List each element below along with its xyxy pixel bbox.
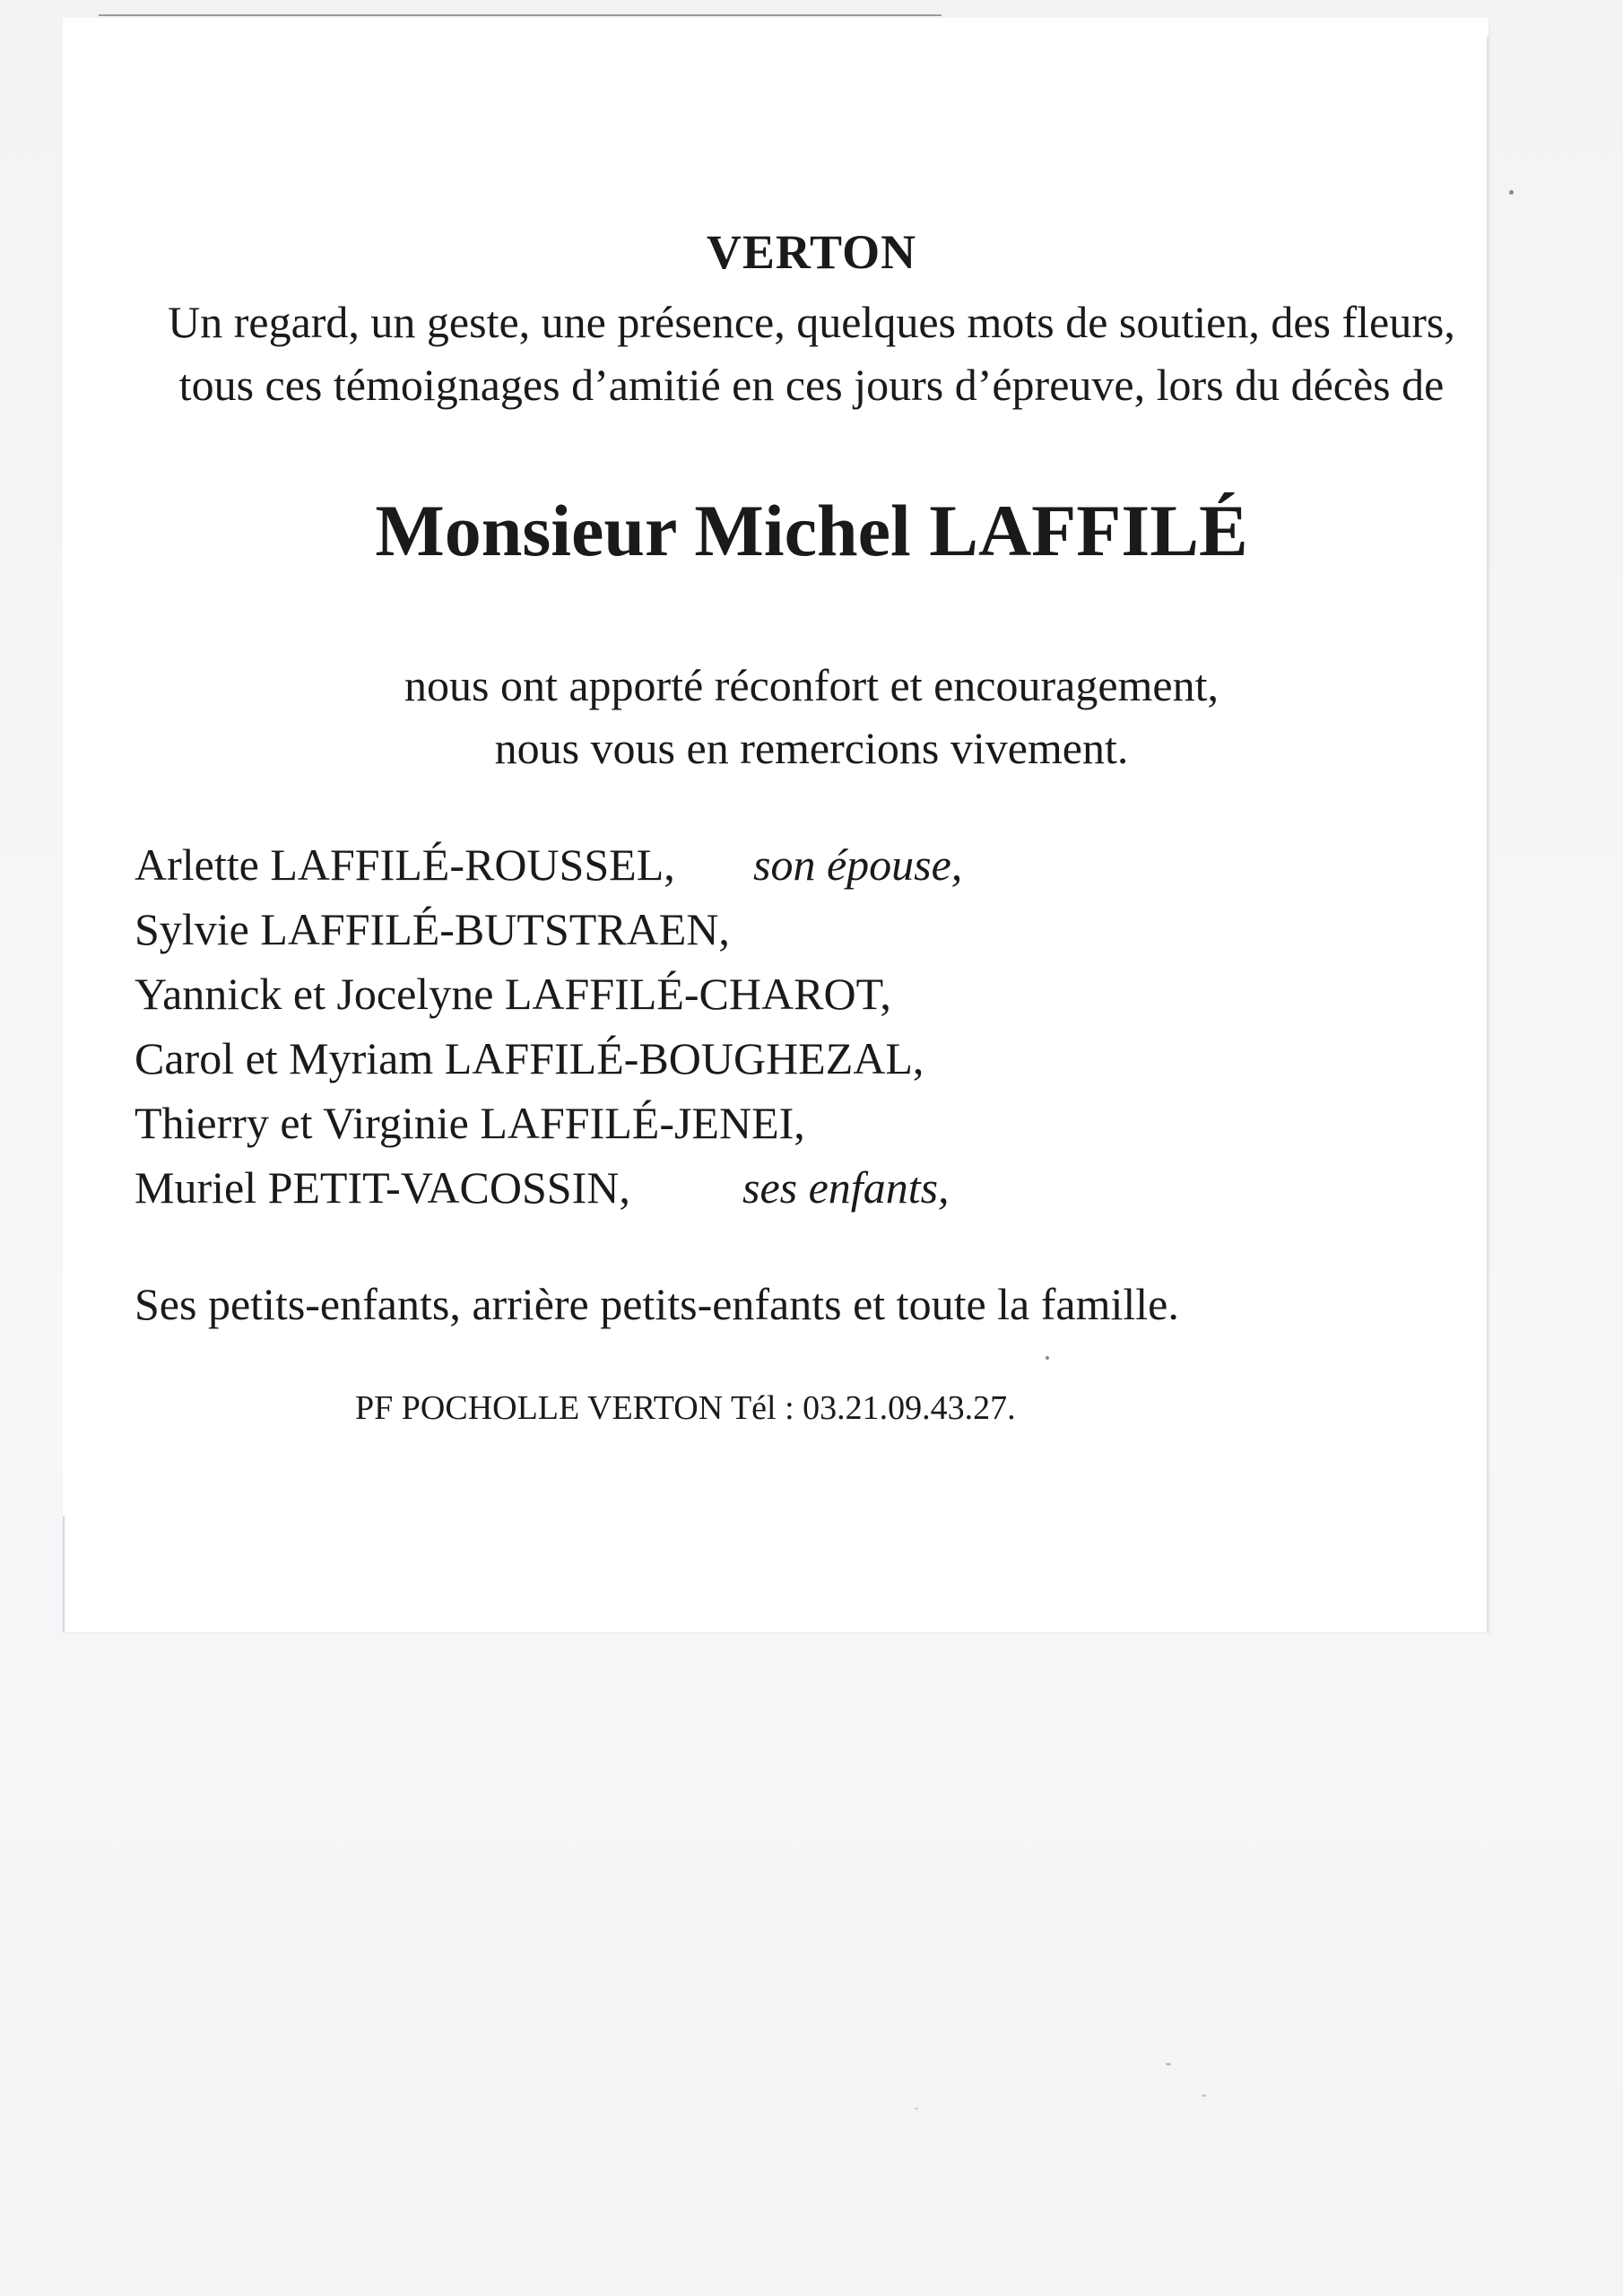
family-member-name: Thierry et Virginie LAFFILÉ-JENEI, (135, 1098, 805, 1148)
intro-line-1: Un regard, un geste, une présence, quelques mots de soutien, des fleurs, (168, 297, 1455, 347)
family-row (135, 968, 924, 1032)
family-member-name: Carol et Myriam LAFFILÉ-BOUGHEZAL, (135, 1033, 924, 1083)
intro-line-2: tous ces témoignages d’amitié en ces jours d’épreuve, lors du décès de (178, 360, 1445, 410)
family-row (135, 1161, 950, 1226)
family-list (135, 839, 963, 1226)
town-heading: VERTON (706, 225, 917, 279)
closing-line: Ses petits-enfants, arrière petits-enfants et toute la famille. (135, 1279, 1179, 1329)
family-row (135, 839, 963, 903)
deceased-name: Monsieur Michel LAFFILÉ (375, 490, 1248, 571)
scan-speck (1509, 190, 1514, 195)
family-member-role: son épouse, (753, 839, 963, 890)
scan-top-rule (99, 14, 942, 16)
family-row (135, 903, 924, 968)
family-member-name: Sylvie LAFFILÉ-BUTSTRAEN, (135, 904, 730, 954)
family-member-name: Muriel PETIT-VACOSSIN, (135, 1162, 630, 1213)
thanks-line-1: nous ont apporté réconfort et encouragement, (404, 660, 1219, 710)
scan-speck (1166, 2063, 1171, 2066)
family-member-role: ses enfants, (742, 1162, 950, 1213)
sheet-left-edge (63, 1516, 65, 1632)
family-row (135, 1097, 924, 1161)
scan-speck (915, 2108, 918, 2109)
family-member-name: Arlette LAFFILÉ-ROUSSEL, (135, 839, 675, 890)
scan-speck (1046, 1356, 1049, 1360)
scan-speck (1202, 2094, 1206, 2097)
family-row (135, 1032, 924, 1097)
funeral-home-contact: PF POCHOLLE VERTON Tél : 03.21.09.43.27. (355, 1389, 1016, 1427)
family-member-name: Yannick et Jocelyne LAFFILÉ-CHAROT, (135, 969, 891, 1019)
thanks-line-2: nous vous en remercions vivement. (494, 723, 1129, 773)
